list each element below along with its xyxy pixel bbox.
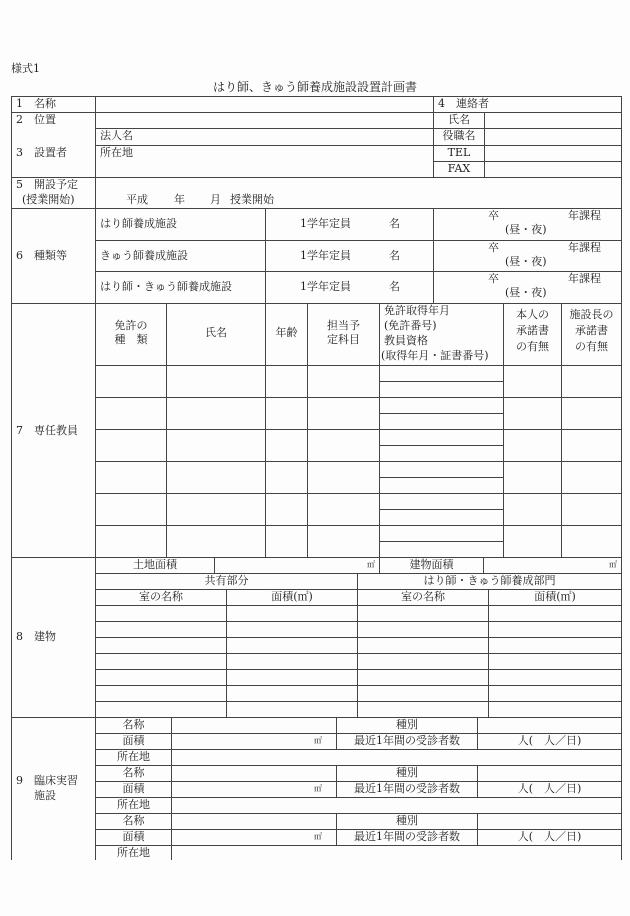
contact-fax-input[interactable]: [485, 162, 620, 177]
facility-type-1: はり師養成施設: [100, 217, 177, 230]
header-license-type-1: 免許の: [114, 319, 148, 332]
header-license-info-1: 免許取得年月: [384, 304, 450, 317]
page-title: はり師、きゅう師養成施設設置計画書: [212, 80, 417, 94]
shift-label-2: (昼・夜): [505, 255, 547, 268]
contact-tel-label: TEL: [447, 146, 471, 159]
header-head-consent-1: 施設長の: [569, 308, 614, 321]
header-age: 年齢: [275, 326, 298, 339]
capacity-unit-3: 名: [389, 280, 400, 293]
contact-name-label: 氏名: [448, 113, 470, 126]
clinic-type-label-2: 種別: [396, 766, 418, 779]
clinic-per-day-1: 人( 人／日): [517, 734, 582, 747]
name-input[interactable]: [96, 97, 432, 112]
header-head-consent-2: 承諾書: [575, 324, 608, 337]
capacity-label-1: 1学年定員: [300, 217, 351, 230]
shared-room-name-header: 室の名称: [139, 590, 183, 603]
shared-room-area-header: 面積(㎡): [271, 590, 313, 603]
year-label: 年: [174, 193, 185, 206]
clinic-area-label-1: 面積: [122, 734, 145, 747]
section-5-label: 5 開設予定: [16, 178, 78, 191]
building-area-label: 建物面積: [409, 558, 454, 571]
header-self-consent-2: 承諾書: [516, 324, 549, 337]
header-license-type-2: 種 類: [114, 333, 148, 346]
land-area-label: 土地面積: [133, 558, 177, 571]
contact-tel-input[interactable]: [485, 146, 620, 161]
header-license-info-3: 教員資格: [384, 334, 428, 347]
header-self-consent-3: の有無: [516, 340, 549, 353]
clinic-area-label-2: 面積: [122, 782, 145, 795]
clinic-area-unit-1: ㎡: [314, 736, 322, 745]
grad-label-2: 卒: [488, 241, 499, 254]
header-subject-1: 担当予: [327, 319, 360, 332]
section-9-sublabel: 施設: [34, 789, 56, 802]
clinic-patients-label-2: 最近1年間の受診者数: [354, 782, 460, 795]
section-2-label: 2 位置: [16, 113, 56, 126]
clinic-name-label-1: 名称: [122, 718, 145, 731]
clinic-patients-label-3: 最近1年間の受診者数: [354, 830, 460, 843]
shift-label-1: (昼・夜): [505, 223, 547, 236]
clinic-area-unit-2: ㎡: [314, 784, 322, 793]
month-label: 月: [210, 193, 221, 206]
course-label-3: 年課程: [568, 272, 601, 285]
clinic-area-unit-3: ㎡: [314, 832, 322, 841]
capacity-label-3: 1学年定員: [300, 280, 351, 293]
capacity-unit-1: 名: [389, 217, 400, 230]
teacher-row-4[interactable]: [96, 462, 621, 493]
grad-label-3: 卒: [488, 272, 499, 285]
section-1-label: 1 名称: [16, 97, 56, 110]
teacher-row-6[interactable]: [96, 526, 621, 557]
section-7-label: 7 専任教員: [16, 424, 78, 437]
course-label-1: 年課程: [568, 209, 601, 222]
facility-type-3: はり師・きゅう師養成施設: [100, 280, 232, 293]
contact-title-label: 役職名: [442, 129, 476, 142]
clinic-area-label-3: 面積: [122, 830, 145, 843]
course-label-2: 年課程: [568, 241, 601, 254]
capacity-label-2: 1学年定員: [300, 249, 351, 262]
location-input[interactable]: [96, 113, 432, 128]
corp-name-label: 法人名: [100, 129, 133, 142]
section-9-label: 9 臨床実習: [16, 774, 78, 787]
clinic-per-day-2: 人( 人／日): [517, 782, 582, 795]
header-name: 氏名: [205, 326, 227, 339]
clinic-per-day-3: 人( 人／日): [517, 830, 582, 843]
section-4-label: 4 連絡者: [438, 97, 489, 110]
shift-label-3: (昼・夜): [505, 286, 547, 299]
era-label: 平成: [126, 193, 148, 206]
corp-address-label: 所在地: [100, 146, 133, 159]
building-area-unit: ㎡: [609, 560, 617, 569]
section-6-label: 6 種類等: [16, 249, 67, 262]
section-5-sublabel: (授業開始): [22, 193, 75, 206]
clinic-address-label-3: 所在地: [117, 846, 150, 859]
form-id: 様式1: [11, 62, 40, 75]
section-8-label: 8 建物: [16, 630, 56, 643]
clinic-address-label-2: 所在地: [117, 798, 150, 811]
section-3-label: 3 設置者: [16, 146, 67, 159]
header-license-info-4: (取得年月・証書番号): [381, 349, 489, 362]
clinic-name-label-2: 名称: [122, 766, 145, 779]
facility-type-2: きゅう師養成施設: [100, 249, 188, 262]
contact-fax-label: FAX: [447, 162, 471, 175]
teacher-row-5[interactable]: [96, 494, 621, 525]
clinic-type-label-1: 種別: [396, 718, 418, 731]
dept-room-name-header: 室の名称: [401, 590, 445, 603]
dept-room-area-header: 面積(㎡): [534, 590, 576, 603]
class-start-label: 授業開始: [230, 193, 274, 206]
header-license-info-2: (免許番号): [384, 319, 437, 332]
clinic-name-label-3: 名称: [122, 814, 145, 827]
contact-name-input[interactable]: [485, 113, 620, 128]
contact-title-input[interactable]: [485, 129, 620, 144]
teacher-row-2[interactable]: [96, 398, 621, 429]
clinic-type-label-3: 種別: [396, 814, 418, 827]
header-self-consent-1: 本人の: [516, 308, 549, 321]
dept-area-header: はり師・きゅう師養成部門: [423, 574, 556, 587]
shared-area-header: 共有部分: [204, 574, 249, 587]
teacher-row-3[interactable]: [96, 430, 621, 461]
teacher-row-1[interactable]: [96, 366, 621, 397]
clinic-address-label-1: 所在地: [117, 750, 150, 763]
grad-label-1: 卒: [488, 209, 499, 222]
capacity-unit-2: 名: [389, 249, 400, 262]
clinic-patients-label-1: 最近1年間の受診者数: [354, 734, 460, 747]
header-subject-2: 定科目: [327, 333, 360, 346]
header-head-consent-3: の有無: [575, 340, 608, 353]
land-area-unit: ㎡: [367, 560, 375, 569]
